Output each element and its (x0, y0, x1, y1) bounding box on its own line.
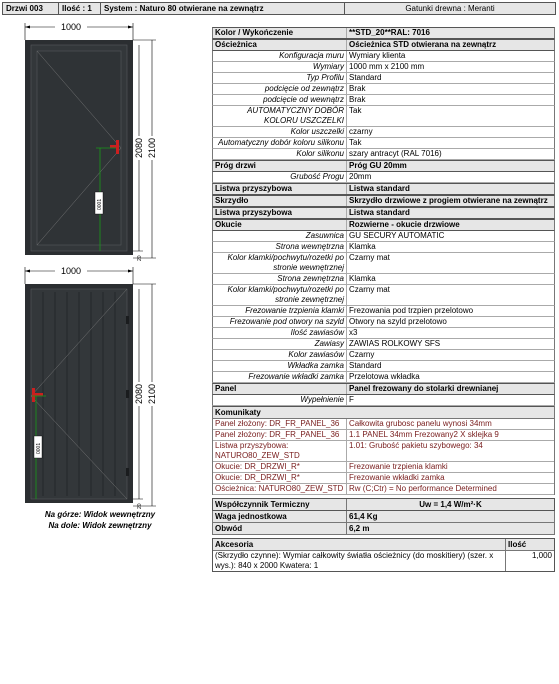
spec-label: Kolor zawiasów (213, 350, 347, 360)
spec-label: Kolor klamki/pochwytu/rozetki po stronie zewnętrznej (213, 285, 347, 305)
komunikat-row (213, 419, 554, 430)
bottom-handle-tag: 0001 (36, 442, 42, 454)
komunikat-row (213, 441, 554, 462)
section-row (212, 183, 555, 195)
spec-row (212, 106, 555, 127)
spec-row (212, 138, 555, 149)
komunikat-message: Rw (C;Ctr) = No performance Determined (349, 484, 497, 493)
spec-row (212, 84, 555, 95)
spec-row (212, 62, 555, 73)
komunikat-source: Listwa przyszybowa: NATURO80_ZEW_STD (213, 441, 347, 461)
spec-row (212, 372, 555, 383)
thermal-row (212, 498, 555, 511)
bottom-bottom-dim: 20 (137, 503, 143, 509)
komunikat-source: Panel złożony: DR_FR_PANEL_36 (213, 419, 347, 429)
caption-top: Na górze: Widok wewnętrzny (44, 510, 156, 519)
spec-label: Próg drzwi (213, 161, 347, 171)
spec-row (212, 242, 555, 253)
spec-value: Tak (349, 138, 362, 147)
top-handle-tag: 0001 (97, 198, 103, 210)
komunikat-message: Frezowanie trzpienia klamki (349, 462, 448, 471)
spec-row (212, 172, 555, 183)
spec-value: 20mm (349, 172, 372, 181)
spec-label: Automatyczny dobór koloru silikonu (213, 138, 347, 148)
spec-value: Listwa standard (349, 208, 410, 217)
spec-value: Czarny mat (349, 253, 390, 262)
spec-label: Listwa przyszybowa (213, 184, 347, 194)
spec-label: Listwa przyszybowa (213, 208, 347, 218)
komunikat-source: Panel złożony: DR_FR_PANEL_36 (213, 430, 347, 440)
door-drawings (0, 0, 210, 684)
spec-label: Ilość zawiasów (213, 328, 347, 338)
spec-value: Otwory na szyld przelotowo (349, 317, 447, 326)
accessories-qty-header: Ilość (508, 540, 527, 549)
weight-row (212, 511, 555, 523)
thermal-label: Współczynnik Termiczny (213, 499, 347, 510)
spec-label: Typ Profilu (213, 73, 347, 83)
caption-bottom: Na dole: Widok zewnętrzny (48, 521, 152, 530)
accessory-row (213, 551, 554, 571)
spec-row (212, 395, 555, 406)
spec-label: Panel (213, 384, 347, 394)
spec-value: Rozwierne - okucie drzwiowe (349, 220, 460, 229)
komunikaty-title: Komunikaty (213, 406, 554, 419)
spec-value: Frezowania pod trzpien przelotowo (349, 306, 474, 315)
komunikat-message: 1.1 PANEL 34mm Frezowany2 X sklejka 9 (349, 430, 499, 439)
spec-label: podcięcie od wewnątrz (213, 95, 347, 105)
spec-row (212, 253, 555, 274)
spec-row (212, 51, 555, 62)
spec-row (212, 339, 555, 350)
door-name: Drzwi 003 (3, 3, 59, 14)
spec-row (212, 274, 555, 285)
spec-row (212, 350, 555, 361)
bottom-height-outer: 2100 (147, 383, 157, 404)
spec-value: Czarny (349, 350, 375, 359)
spec-label: Zasuwnica (213, 231, 347, 241)
spec-row (212, 127, 555, 138)
spec-value: Klamka (349, 274, 376, 283)
bottom-width-dim: 1000 (60, 266, 82, 276)
spec-label: Frezowanie wkładki zamka (213, 372, 347, 382)
top-door-view (25, 22, 157, 261)
komunikat-message: Frezowanie wkładki zamka (349, 473, 445, 482)
spec-value: Ościeżnica STD otwierana na zewnątrz (349, 40, 497, 49)
spec-row (212, 285, 555, 306)
section-row (212, 207, 555, 219)
spec-label: Kolor uszczelki (213, 127, 347, 137)
spec-value: Tak (349, 106, 362, 115)
spec-row (212, 231, 555, 242)
spec-value: Przelotowa wkładka (349, 372, 420, 381)
spec-label: Wypełnienie (213, 395, 347, 405)
spec-row (212, 149, 555, 160)
perimeter-value: 6,2 m (349, 524, 370, 533)
wood-type: Gatunki drewna : Meranti (405, 4, 495, 13)
spec-value: F (349, 395, 354, 404)
spec-label: Grubość Progu (213, 172, 347, 182)
accessories-section (212, 538, 555, 572)
spec-label: Frezowanie pod otwory na szyld (213, 317, 347, 327)
perimeter-row (212, 523, 555, 535)
spec-label: Ościeżnica (213, 40, 347, 50)
komunikat-row (213, 430, 554, 441)
spec-label: Wymiary (213, 62, 347, 72)
spec-value: Standard (349, 73, 382, 82)
spec-label: Strona wewnętrzna (213, 242, 347, 252)
spec-row (212, 73, 555, 84)
section-row (212, 27, 555, 39)
spec-value: Czarny mat (349, 285, 390, 294)
komunikaty-rows (213, 419, 554, 495)
komunikaty-section (212, 406, 555, 495)
spec-label: Strona zewnętrzna (213, 274, 347, 284)
top-height-inner: 2080 (134, 137, 144, 158)
spec-value: Standard (349, 361, 382, 370)
thermal-value: Uw = 1,4 W/m²·K (419, 500, 482, 509)
section-row (212, 383, 555, 395)
komunikat-source: Okucie: DR_DRZWI_R* (213, 462, 347, 472)
spec-rows (212, 27, 555, 406)
accessory-text: (Skrzydło czynne): Wymiar całkowity światła ościeżnicy (do moskitiery) (szer. x wys.): 840 x 2000 Kwatera: 1 (213, 551, 506, 571)
section-row (212, 219, 555, 231)
spec-value: Listwa standard (349, 184, 410, 193)
section-row (212, 195, 555, 207)
spec-value: czarny (349, 127, 373, 136)
bottom-height-inner: 2080 (134, 383, 144, 404)
section-row (212, 160, 555, 172)
accessories-title: Akcesoria (213, 539, 506, 550)
bottom-door-view (25, 266, 157, 509)
view-captions (10, 509, 190, 531)
perimeter-label: Obwód (213, 523, 347, 534)
spec-label: Zawiasy (213, 339, 347, 349)
komunikat-row (213, 462, 554, 473)
spec-value: Panel frezowany do stolarki drewnianej (349, 384, 499, 393)
top-width-dim: 1000 (60, 22, 82, 32)
spec-row (212, 328, 555, 339)
spec-value: GU SECURY AUTOMATIC (349, 231, 445, 240)
komunikat-source: Okucie: DR_DRZWI_R* (213, 473, 347, 483)
spec-value: Klamka (349, 242, 376, 251)
spec-label: Konfiguracja muru (213, 51, 347, 61)
spec-row (212, 306, 555, 317)
spec-label: Okucie (213, 220, 347, 230)
spec-value: **STD_20**RAL: 7016 (349, 28, 430, 37)
komunikat-message: 1.01: Grubość pakietu szybowego: 34 (349, 441, 483, 450)
system-name: System : Naturo 80 otwierane na zewnątrz (101, 3, 345, 14)
spec-value: Próg GU 20mm (349, 161, 407, 170)
spec-label: Frezowanie trzpienia klamki (213, 306, 347, 316)
spec-row (212, 361, 555, 372)
spec-value: Skrzydło drzwiowe z progiem otwierane na zewnątrz (349, 196, 548, 205)
spec-label: Kolor silikonu (213, 149, 347, 159)
spec-label: Kolor klamki/pochwytu/rozetki po stronie wewnętrznej (213, 253, 347, 273)
spec-value: Brak (349, 84, 366, 93)
spec-value: Brak (349, 95, 366, 104)
spec-value: 1000 mm x 2100 mm (349, 62, 425, 71)
spec-value: x3 (349, 328, 358, 337)
komunikat-message: Całkowita grubosc panelu wynosi 34mm (349, 419, 492, 428)
accessory-qty: 1,000 (531, 551, 552, 560)
accessories-rows (213, 551, 554, 571)
weight-label: Waga jednostkowa (213, 511, 347, 522)
quantity: Ilość : 1 (59, 3, 101, 14)
spec-label: Kolor / Wykończenie (213, 28, 347, 38)
spec-value: ZAWIAS ROLKOWY SFS (349, 339, 441, 348)
spec-label: podcięcie od zewnątrz (213, 84, 347, 94)
spec-row (212, 95, 555, 106)
spec-table (212, 27, 555, 572)
section-row (212, 39, 555, 51)
spec-label: Skrzydło (213, 196, 347, 206)
spec-label: AUTOMATYCZNY DOBÓR KOLORU USZCZELKI (213, 106, 347, 126)
komunikat-source: Ościeżnica: NATURO80_ZEW_STD (213, 484, 347, 494)
top-bottom-dim: 20 (137, 255, 143, 261)
spec-value: szary antracyt (RAL 7016) (349, 149, 442, 158)
spec-value: Wymiary klienta (349, 51, 406, 60)
spec-row (212, 317, 555, 328)
accessories-header (213, 539, 554, 551)
weight-value: 61,4 Kg (349, 512, 378, 521)
spec-label: Wkładka zamka (213, 361, 347, 371)
komunikat-row (213, 484, 554, 495)
komunikat-row (213, 473, 554, 484)
top-height-outer: 2100 (147, 137, 157, 158)
